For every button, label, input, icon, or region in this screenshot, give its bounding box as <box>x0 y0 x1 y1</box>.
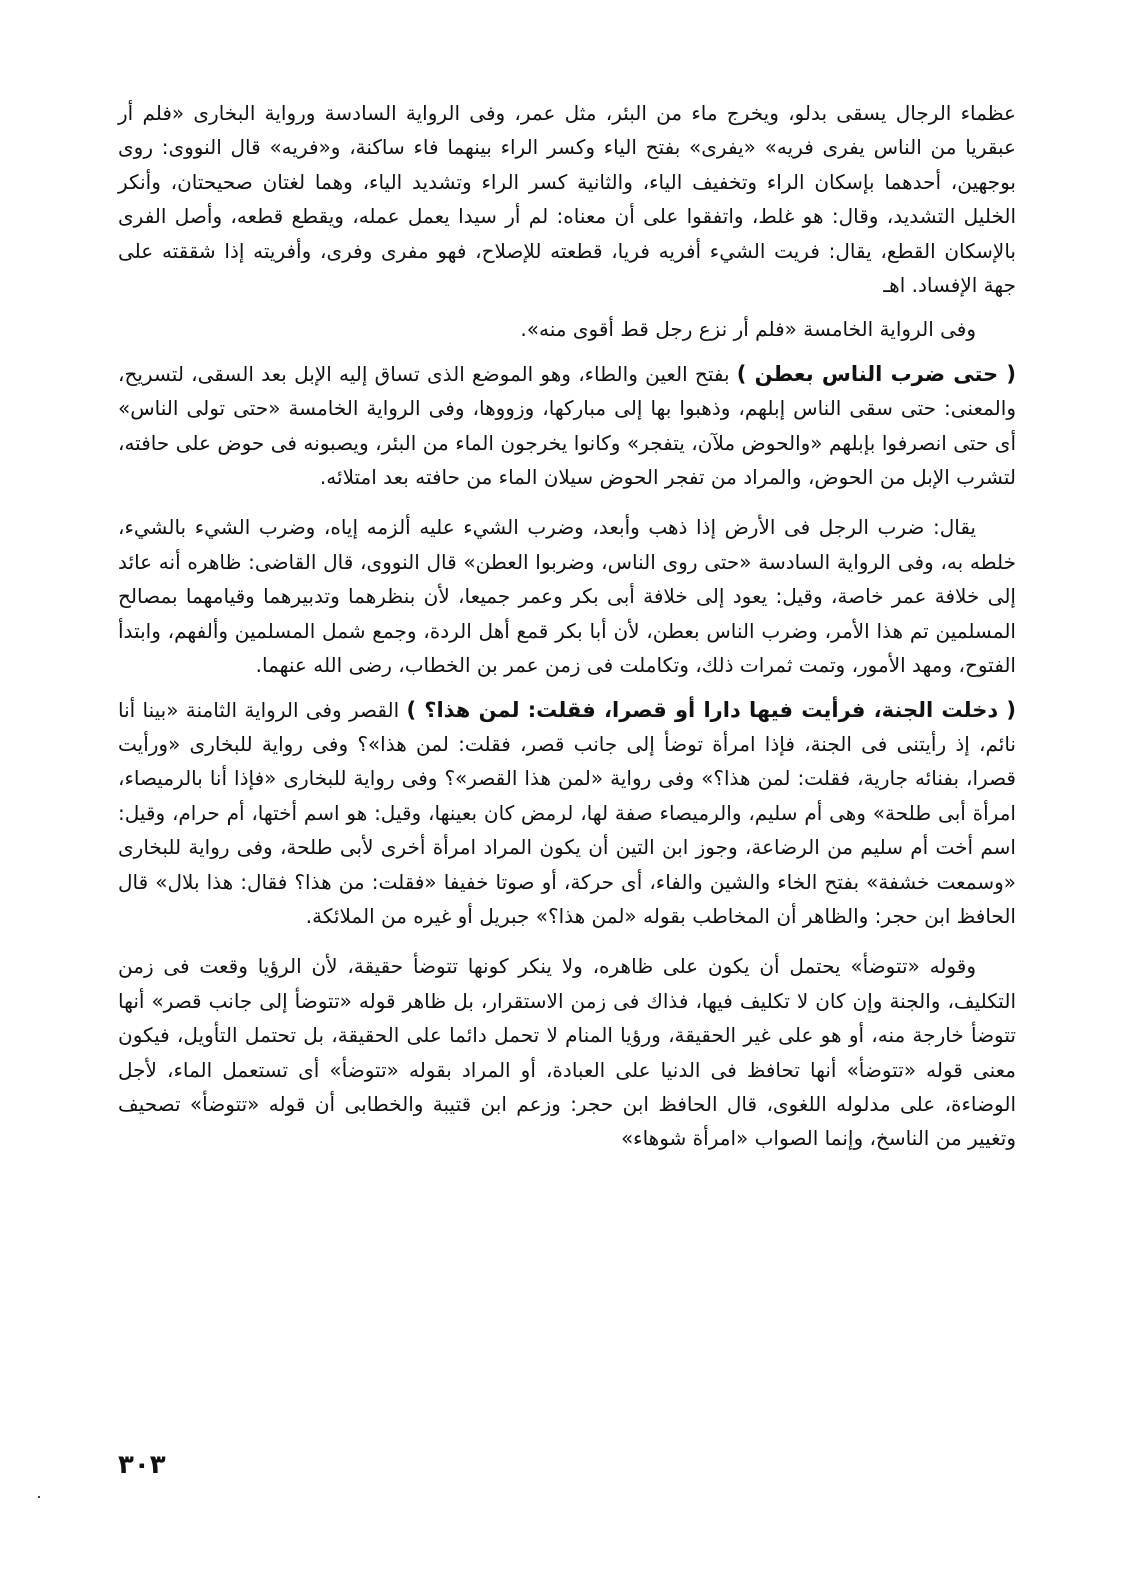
paragraph-4 <box>118 510 1016 682</box>
paragraph-2 <box>118 312 1016 346</box>
paragraph-1-text: عظماء الرجال يسقى بدلو، ويخرج ماء من البئر، مثل عمر، وفى الرواية السادسة ورواية البخارى «فلم أر عبقريا من الناس يفرى فريه» «يفرى» بفتح الياء وكسر الراء بينهما فاء ساكنة، و«فريه» قال النووى: روى بوجهين، أحدهما بإسكان الراء وتخفيف الياء، والثانية كسر الراء وتشديد الياء، وهما لغتان صحيحتان، وأنكر الخليل التشديد، وقال: هو غلط، واتفقوا على أن معناه: لم أر سيدا يعمل عمله، ويقطع قطعه، وأصل الفرى بالإسكان القطع، يقال: فريت الشيء أفريه فريا، قطعته للإصلاح، فهو مفرى وفرى، وأفريته إذا شققته على جهة الإفساد. اهـ <box>118 101 1016 298</box>
paragraph-3 <box>118 357 1016 495</box>
section-heading-2: ( دخلت الجنة، فرأيت فيها دارا أو قصرا، فقلت: لمن هذا؟ ) <box>406 697 1016 722</box>
page-number: ٣٠٣ <box>118 1450 166 1480</box>
paragraph-4-text: يقال: ضرب الرجل فى الأرض إذا ذهب وأبعد، وضرب الشيء عليه ألزمه إياه، وضرب الشيء بالشيء، خلطه به، وفى الرواية السادسة «حتى روى الناس، وضربوا العطن» قال النووى، قال القاضى: ظاهره أنه عائد إلى خلافة عمر خاصة، وقيل: يعود إلى خلافة أبى بكر وعمر جميعا، لأن بنظرهما وتدبيرهما وقيامهما بمصالح المسلمين تم هذا الأمر، وضرب الناس بعطن، لأن أبا بكر قمع أهل الردة، وجمع شمل المسلمين وألفهم، وابتدأ الفتوح، ومهد الأمور، وتمت ثمرات ذلك، وتكاملت فى زمن عمر بن الخطاب، رضى الله عنهما. <box>118 515 1016 678</box>
scan-speck <box>38 1496 40 1498</box>
paragraph-1 <box>118 96 1016 302</box>
paragraph-5 <box>118 693 1016 934</box>
page-body <box>118 96 1016 1156</box>
paragraph-6-text: وقوله «تتوضأ» يحتمل أن يكون على ظاهره، ولا ينكر كونها تتوضأ حقيقة، لأن الرؤيا وقعت فى زمن التكليف، والجنة وإن كان لا تكليف فيها، فذاك فى زمن الاستقرار، بل ظاهر قوله «تتوضأ إلى جانب قصر» أنها تتوضأ خارجة منه، أو هو على غير الحقيقة، ورؤيا المنام لا تحمل دائما على الحقيقة، بل تحتمل التأويل، فيكون معنى قوله «تتوضأ» أنها تحافظ فى الدنيا على العبادة، أو المراد بقوله «تتوضأ» أى تستعمل الماء، لأجل الوضاءة، على مدلوله اللغوى، قال الحافظ ابن حجر: وزعم ابن قتيبة والخطابى أن قوله «تتوضأ» تصحيف وتغيير من الناسخ، وإنما الصواب «امرأة شوهاء» <box>118 954 1016 1151</box>
paragraph-3-text: بفتح العين والطاء، وهو الموضع الذى تساق إليه الإبل بعد السقى، لتسريح، والمعنى: حتى سقى الناس إبلهم، وذهبوا بها إلى مباركها، وزووها، وفى الرواية الخامسة «حتى تولى الناس» أى حتى انصرفوا بإبلهم «والحوض ملآن، يتفجر» وكانوا يخرجون الماء من البئر، ويصبونه فى حوض على حافته، لتشرب الإبل من الحوض، والمراد من تفجر الحوض سيلان الماء من حافته بعد امتلائه. <box>118 361 1016 490</box>
paragraph-5-text: القصر وفى الرواية الثامنة «بينا أنا نائم، إذ رأيتنى فى الجنة، فإذا امرأة توضأ إلى جانب قصر، فقلت: لمن هذا»؟ وفى رواية للبخارى «ورأيت قصرا، بفنائه جارية، فقلت: لمن هذا؟» وفى رواية «لمن هذا القصر»؟ وفى رواية للبخارى «فإذا أنا بالرميصاء، امرأة أبى طلحة» وهى أم سليم، والرميصاء صفة لها، لرمض كان بعينها، وقيل: هو اسم أختها، أم حرام، وقيل: اسم أخت أم سليم من الرضاعة، وجوز ابن التين أن يكون المراد امرأة أخرى لأبى طلحة، وفى رواية للبخارى «وسمعت خشفة» بفتح الخاء والشين والفاء، أى حركة، أو صوتا خفيفا «فقلت: من هذا؟ فقال: هذا بلال» قال الحافظ ابن حجر: والظاهر أن المخاطب بقوله «لمن هذا؟» جبريل أو غيره من الملائكة. <box>118 697 1016 928</box>
section-heading-1: ( حتى ضرب الناس بعطن ) <box>736 361 1016 386</box>
paragraph-2-text: وفى الرواية الخامسة «فلم أر نزع رجل قط أقوى منه». <box>520 317 976 342</box>
paragraph-6 <box>118 949 1016 1155</box>
